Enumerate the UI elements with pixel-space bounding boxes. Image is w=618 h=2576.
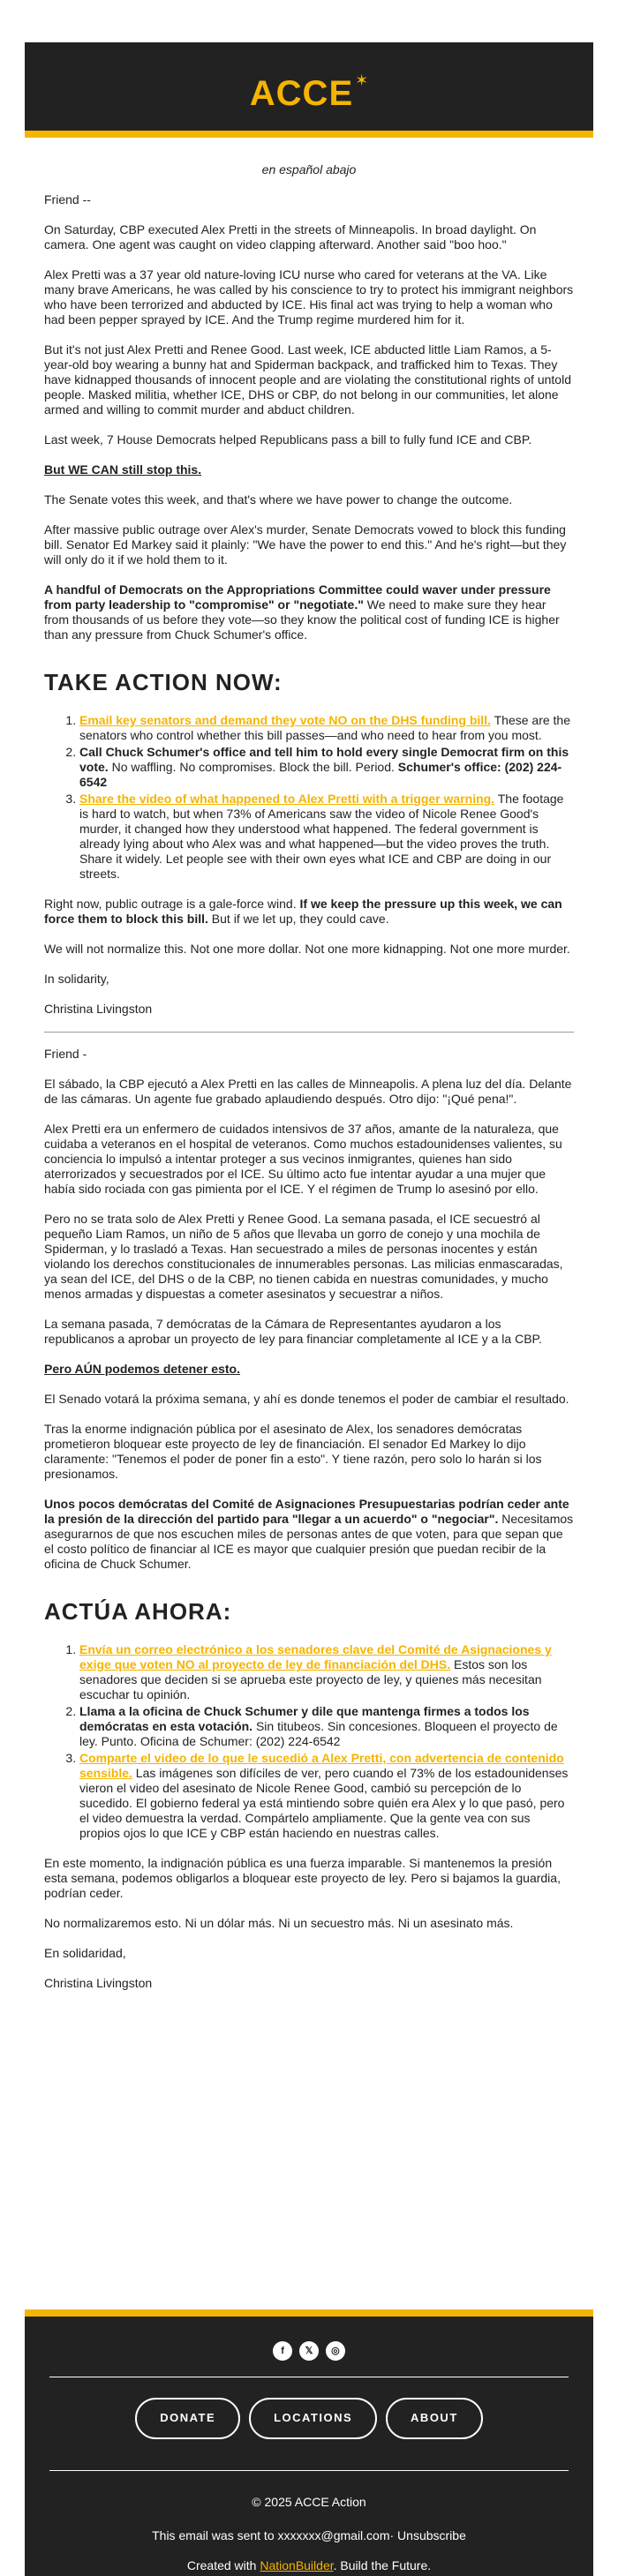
footer-divider-bottom — [49, 2470, 569, 2471]
action-item-es-1 — [79, 1642, 574, 1702]
email-body — [44, 162, 574, 2006]
action-item-es-2 — [79, 1704, 574, 1749]
action-list-en — [44, 713, 574, 882]
paragraph-en-8-rest: We need to make sure they hear from thousands of us before they vote—so they know the political cost of funding ICE is higher than any pressure from Chuck Schumer's office. — [44, 597, 560, 642]
paragraph-en-9 — [44, 897, 574, 927]
paragraph-es-6: El Senado votará la próxima semana, y ahí es donde tenemos el poder de cambiar el resultado. — [44, 1392, 569, 1406]
greeting-es: Friend - — [44, 1047, 87, 1061]
footer-buttons — [25, 2398, 593, 2439]
logo-star-icon: ✶ — [355, 71, 369, 89]
paragraph-en-8-bold: A handful of Democrats on the Appropriations Committee could waver under pressure from party leadership to "compromise" or "negotiate." — [44, 582, 551, 612]
header-banner — [25, 42, 593, 138]
share-video-link-es[interactable]: Comparte el video de lo que le sucedió a Alex Pretti, con advertencia de contenido sensible. — [79, 1751, 564, 1780]
donate-button[interactable]: DONATE — [135, 2398, 240, 2439]
created-with — [25, 2557, 593, 2573]
signature-en: Christina Livingston — [44, 1002, 153, 1016]
paragraph-es-8-bold: Unos pocos demócratas del Comité de Asignaciones Presupuestarias podrían ceder ante la presión de la dirección del partido para "llegar a un acuerdo" o "negociar". — [44, 1497, 569, 1526]
take-action-heading-es: ACTÚA AHORA: — [44, 1598, 232, 1625]
paragraph-es-10: No normalizaremos esto. Ni un dólar más. Ni un secuestro más. Ni un asesinato más. — [44, 1916, 514, 1930]
created-prefix: Created with — [186, 2558, 260, 2572]
paragraph-en-9-a: Right now, public outrage is a gale-force wind. — [44, 897, 300, 911]
about-button[interactable]: ABOUT — [386, 2398, 483, 2439]
paragraph-es-2: Alex Pretti era un enfermero de cuidados intensivos de 37 años, amante de la naturaleza, que cuidaba a veteranos en el hospital de veteranos. Como muchos estadounidenses valientes, su conciencia lo impulsó a intentar proteger a sus vecinos inmigrantes, quienes han sido aterrorizados y secuestrados por el ICE. Su último acto fue intentar ayudar a una mujer que había sido rociada con gas pimienta por el ICE. Y el régimen de Trump lo asesinó por ello. — [44, 1122, 562, 1196]
paragraph-en-4: Last week, 7 House Democrats helped Republicans pass a bill to fully fund ICE and CBP. — [44, 432, 532, 447]
paragraph-en-1: On Saturday, CBP executed Alex Pretti in the streets of Minneapolis. In broad daylight. On camera. One agent was caught on video clapping afterward. Another said "boo hoo." — [44, 222, 537, 252]
locations-button[interactable]: LOCATIONS — [249, 2398, 377, 2439]
language-divider — [44, 1032, 574, 1033]
paragraph-en-9-b: But if we let up, they could cave. — [207, 912, 389, 926]
paragraph-en-3: But it's not just Alex Pretti and Renee Good. Last week, ICE abducted little Liam Ramos, a 5-year-old boy wearing a bunny hat and Spiderman backpack, and trafficked him to Texas. They have kidnapped thousands of innocent people and are violating the constitutional rights of untold people. Masked militia, whether ICE, DHS or CBP, do not belong in our communities, let alone armed and willing to commit murder and abduct children. — [44, 342, 571, 417]
logo-text: ACCE — [249, 74, 354, 113]
instagram-icon[interactable]: ◎ — [326, 2341, 345, 2361]
footer — [25, 2309, 593, 2576]
paragraph-es-7: Tras la enorme indignación pública por el asesinato de Alex, los senadores demócratas prometieron bloquear este proyecto de ley de financiación. El senador Ed Markey lo dijo claramente: "Tenemos el poder de poner fin a esto". Y tiene razón, pero solo lo harán si los presionamos. — [44, 1422, 542, 1481]
nationbuilder-link[interactable]: NationBuilder — [260, 2558, 334, 2572]
share-video-link[interactable]: Share the video of what happened to Alex Pretti with a trigger warning. — [79, 792, 495, 806]
paragraph-en-6: The Senate votes this week, and that's where we have power to change the outcome. — [44, 492, 513, 507]
paragraph-en-8 — [44, 582, 574, 642]
paragraph-es-8 — [44, 1497, 574, 1572]
copyright: © 2025 ACCE Action — [252, 2495, 366, 2509]
social-links — [25, 2341, 593, 2361]
action-item-es-3-text: Las imágenes son difíciles de ver, pero cuando el 73% de los estadounidenses vieron el video del asesinato de Nicole Renee Good, cambió su percepción de lo sucedido. El gobierno federal ya está mintiendo sobre quién era Alex y lo que pasó, pero el video demuestra la verdad. Compártelo ampliamente. Que la gente vea con sus propios ojos lo que ICE y CBP están haciendo en nuestras calles. — [79, 1766, 569, 1840]
signature-es: Christina Livingston — [44, 1976, 153, 1990]
signoff-es: En solidaridad, — [44, 1946, 126, 1960]
paragraph-en-7: After massive public outrage over Alex's murder, Senate Democrats vowed to block this funding bill. Senator Ed Markey said it plainly: "We have the power to end this." And he's right—but they will only do it if we hold them to it. — [44, 522, 567, 567]
acce-logo[interactable] — [25, 71, 593, 115]
action-item-en-2 — [79, 745, 574, 790]
action-item-en-1 — [79, 713, 574, 743]
action-item-es-2-text: Sin titubeos. Sin concesiones. Bloqueen el proyecto de ley. Punto. Oficina de Schumer: (202) 224-6542 — [79, 1719, 558, 1748]
email-senators-link-es[interactable]: Envía un correo electrónico a los senadores clave del Comité de Asignaciones y exige que voten NO al proyecto de ley de financiación del DHS. — [79, 1642, 552, 1671]
action-item-en-2-text: No waffling. No compromises. Block the bill. Period. — [108, 760, 398, 774]
paragraph-es-3: Pero no se trata solo de Alex Pretti y Renee Good. La semana pasada, el ICE secuestró al pequeño Liam Ramos, un niño de 5 años que llevaba un gorro de conejo y una mochila de Spiderman, y lo trasladó a Texas. Han secuestrado a miles de personas inocentes y están violando los derechos constitucionales de innumerables personas. Las milicias enmascaradas, ya sean del ICE, del DHS o de la CBP, no tienen cabida en nuestras comunidades, y mucho menos armadas y dispuestas a cometer asesinatos y secuestrar a niños. — [44, 1212, 563, 1301]
paragraph-en-10: We will not normalize this. Not one more dollar. Not one more kidnapping. Not one more murder. — [44, 942, 570, 956]
schumer-phone-en: Schumer's office: (202) 224-6542 — [79, 760, 562, 789]
spanish-below-note: en español abajo — [261, 162, 357, 176]
action-item-es-3 — [79, 1751, 574, 1841]
facebook-icon[interactable]: f — [273, 2341, 292, 2361]
email-senators-link[interactable]: Email key senators and demand they vote NO on the DHS funding bill. — [79, 713, 491, 727]
paragraph-es-4: La semana pasada, 7 demócratas de la Cámara de Representantes ayudaron a los republicanos a aprobar un proyecto de ley para financiar completamente al ICE y a la CBP. — [44, 1317, 542, 1346]
sent-to-notice[interactable]: This email was sent to xxxxxxx@gmail.com· Unsubscribe — [152, 2528, 466, 2542]
action-item-en-3-text: The footage is hard to watch, but when 73% of Americans saw the video of Nicole Renee Good's murder, it changed how they understood what happened. The federal government is already lying about who Alex was and what happened—but the video proves the truth. Share it widely. Let people see with their own eyes what ICE and CBP are doing in our streets. — [79, 792, 564, 881]
paragraph-es-1: El sábado, la CBP ejecutó a Alex Pretti en las calles de Minneapolis. A plena luz del día. Delante de las cámaras. Un agente fue grabado aplaudiendo después. Otro dijo: "¡Qué pena!". — [44, 1077, 572, 1106]
paragraph-en-9-bold: If we keep the pressure up this week, we can force them to block this bill. — [44, 897, 562, 926]
action-list-es — [44, 1642, 574, 1841]
action-item-en-3 — [79, 792, 574, 882]
action-item-en-1-text: These are the senators who control whether this bill passes—and who need to hear from you most. — [79, 713, 570, 742]
paragraph-en-5: But WE CAN still stop this. — [44, 462, 202, 477]
action-item-en-2-bold: Call Chuck Schumer's office and tell him to hold every single Democrat firm on this vote. — [79, 745, 569, 774]
action-item-es-1-text: Estos son los senadores que deciden si se aprueba este proyecto de ley, y quienes más necesitan escuchar tu opinión. — [79, 1657, 542, 1701]
greeting-en: Friend -- — [44, 192, 91, 207]
paragraph-en-2: Alex Pretti was a 37 year old nature-loving ICU nurse who cared for veterans at the VA. Like many brave Americans, he was called by his conscience to try to protect his immigrant neighbors who have been terrorized and abducted by ICE. His final act was trying to help a woman who had been pepper sprayed by ICE. And the Trump regime murdered him for it. — [44, 267, 574, 327]
paragraph-es-5: Pero AÚN podemos detener esto. — [44, 1362, 240, 1376]
x-twitter-icon[interactable]: 𝕏 — [299, 2341, 319, 2361]
take-action-heading-en: TAKE ACTION NOW: — [44, 669, 283, 695]
action-item-es-2-bold: Llama a la oficina de Chuck Schumer y dile que mantenga firmes a todos los demócratas en esta votación. — [79, 1704, 530, 1733]
created-suffix: . Build the Future. — [333, 2558, 432, 2572]
paragraph-es-8-rest: Necesitamos asegurarnos de que nos escuchen miles de personas antes de que voten, para que sepan que el costo político de financiar al ICE es mayor que cualquier presión que puedan recibir de la oficina de Chuck Schumer. — [44, 1512, 574, 1571]
paragraph-es-9: En este momento, la indignación pública es una fuerza imparable. Si mantenemos la presión esta semana, podemos obligarlos a bloquear este proyecto de ley. Pero si bajamos la guardia, podrían ceder. — [44, 1856, 561, 1900]
signoff-en: In solidarity, — [44, 972, 109, 986]
